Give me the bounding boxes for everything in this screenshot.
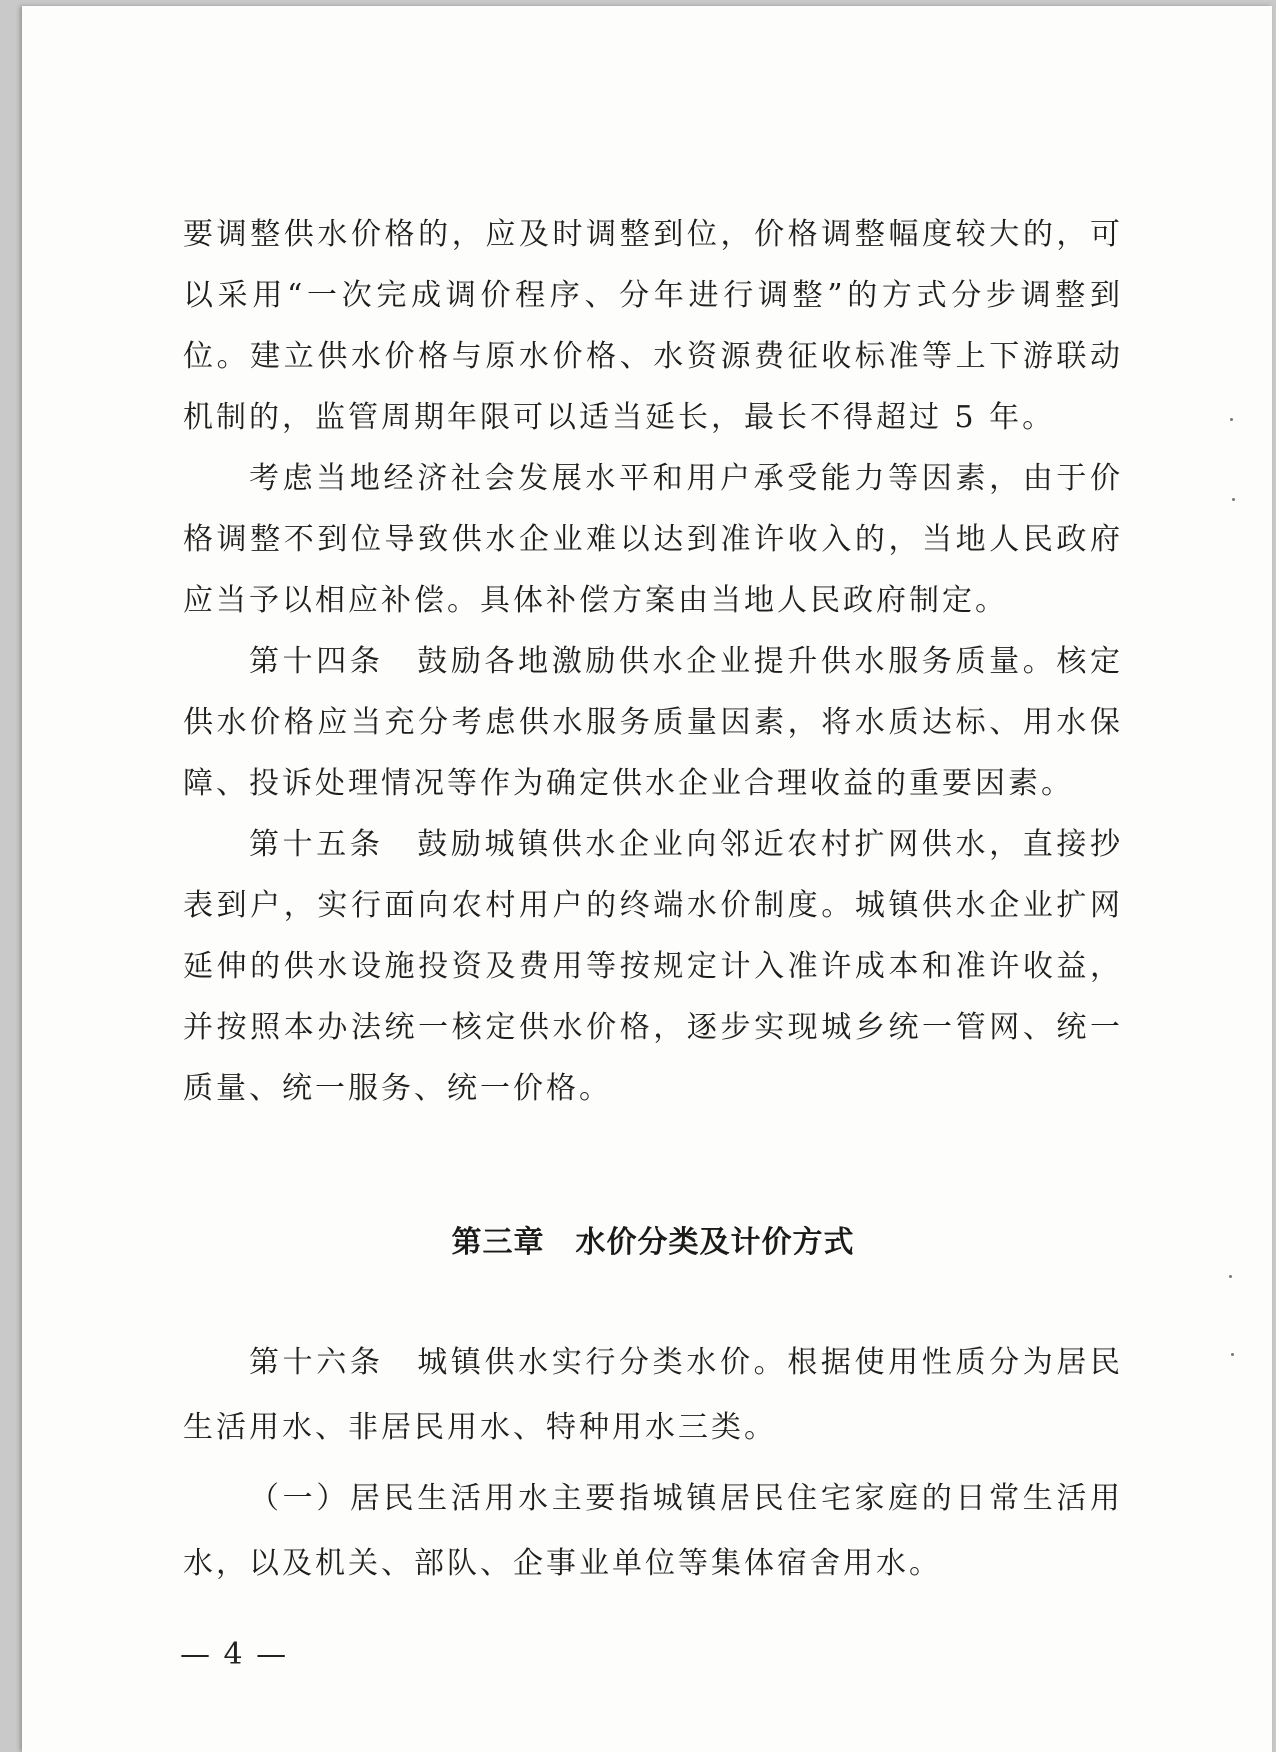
scan-speck xyxy=(1232,498,1235,501)
article-16-block xyxy=(183,1330,1123,1460)
body-text xyxy=(183,204,1123,1119)
paragraph-article-14: 第十四条 鼓励各地激励供水企业提升供水服务质量。核定供水价格应当充分考虑供水服务质量因素，将水质达标、用水保障、投诉处理情况等作为确定供水企业合理收益的重要因素。 xyxy=(183,644,1123,801)
paragraph-price-adjustment: 要调整供水价格的，应及时调整到位，价格调整幅度较大的，可以采用“一次完成调价程序、分年进行调整”的方式分步调整到位。建立供水价格与原水价格、水资源费征收标准等上下游联动机制的，监管周期年限可以适当延长，最长不得超过 5 年。 xyxy=(183,217,1123,435)
article-16-item-1-block xyxy=(183,1466,1123,1596)
page-number: — 4 — xyxy=(180,1637,289,1672)
paragraph-article-16: 第十六条 城镇供水实行分类水价。根据使用性质分为居民生活用水、非居民用水、特种用水三类。 xyxy=(183,1345,1123,1445)
paragraph-article-15: 第十五条 鼓励城镇供水企业向邻近农村扩网供水，直接抄表到户，实行面向农村用户的终端水价制度。城镇供水企业扩网延伸的供水设施投资及费用等按规定计入准许成本和准许收益，并按照本办法统一核定供水价格，逐步实现城乡统一管网、统一质量、统一服务、统一价格。 xyxy=(183,827,1123,1106)
chapter-heading: 第三章 水价分类及计价方式 xyxy=(451,1225,855,1260)
paragraph-compensation: 考虑当地经济社会发展水平和用户承受能力等因素，由于价格调整不到位导致供水企业难以达到准许收入的，当地人民政府应当予以相应补偿。具体补偿方案由当地人民政府制定。 xyxy=(183,461,1123,618)
paragraph-article-16-item-1: （一）居民生活用水主要指城镇居民住宅家庭的日常生活用水，以及机关、部队、企事业单位等集体宿舍用水。 xyxy=(183,1481,1123,1581)
scan-speck xyxy=(1229,1275,1232,1278)
scan-speck xyxy=(1231,1353,1234,1356)
scan-speck xyxy=(1230,418,1233,421)
